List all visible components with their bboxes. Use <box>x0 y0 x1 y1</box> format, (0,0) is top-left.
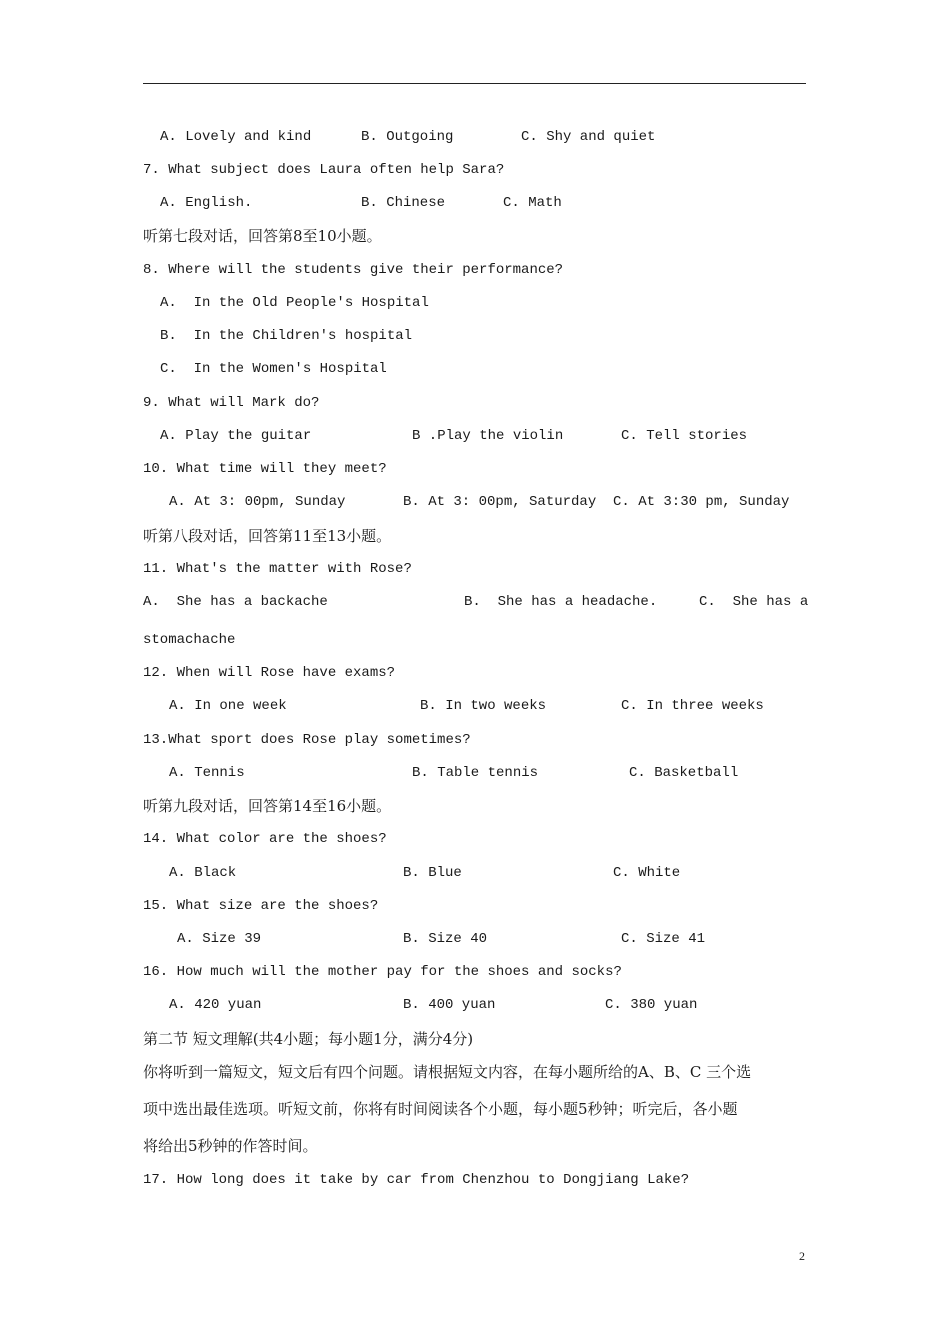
q12-question: 12. When will Rose have exams? <box>143 665 396 681</box>
section2-instruction-line: 你将听到一篇短文，短文后有四个问题。请根据短文内容，在每小题所给的A、B、C 三个选 <box>143 1063 752 1081</box>
q6-option-a: A. Lovely and kind <box>160 129 312 145</box>
q14-question: 14. What color are the shoes? <box>143 831 387 847</box>
q14-option-c: C. White <box>613 865 681 881</box>
dialog8-instruction: 听第八段对话，回答第11至13小题。 <box>143 527 392 545</box>
q10-option-a: A. At 3: 00pm, Sunday <box>169 494 346 510</box>
q15-option-c: C. Size 41 <box>621 931 706 947</box>
q13-option-c: C. Basketball <box>629 765 739 781</box>
q8-option-c: C. In the Women's Hospital <box>160 361 387 377</box>
q12-option-c: C. In three weeks <box>621 698 764 714</box>
q12-option-a: A. In one week <box>169 698 287 714</box>
q9-question: 9. What will Mark do? <box>143 395 320 411</box>
q7-option-b: B. Chinese <box>361 195 446 211</box>
q11-option-c-wrap: stomachache <box>143 632 236 648</box>
q11-question: 11. What's the matter with Rose? <box>143 561 412 577</box>
q15-question: 15. What size are the shoes? <box>143 898 379 914</box>
q10-option-b: B. At 3: 00pm, Saturday <box>403 494 597 510</box>
q13-option-a: A. Tennis <box>169 765 245 781</box>
q8-option-b: B. In the Children's hospital <box>160 328 413 344</box>
q16-question: 16. How much will the mother pay for the shoes and socks? <box>143 964 622 980</box>
q10-question: 10. What time will they meet? <box>143 461 387 477</box>
q6-option-c: C. Shy and quiet <box>521 129 656 145</box>
dialog9-instruction: 听第九段对话，回答第14至16小题。 <box>143 797 392 815</box>
q13-option-b: B. Table tennis <box>412 765 539 781</box>
page-number: 2 <box>799 1249 805 1263</box>
section2-title: 第二节 短文理解(共4小题；每小题1分，满分4分) <box>143 1030 474 1048</box>
q11-option-c: C. She has a <box>699 594 809 610</box>
q6-option-b: B. Outgoing <box>361 129 454 145</box>
section2-instruction-line: 将给出5秒钟的作答时间。 <box>143 1137 318 1155</box>
q7-option-a: A. English. <box>160 195 253 211</box>
header-rule <box>143 83 806 84</box>
dialog7-instruction: 听第七段对话，回答第8至10小题。 <box>143 227 382 245</box>
q15-option-b: B. Size 40 <box>403 931 488 947</box>
q9-option-c: C. Tell stories <box>621 428 748 444</box>
q11-option-b: B. She has a headache. <box>464 594 658 610</box>
q8-option-a: A. In the Old People's Hospital <box>160 295 429 311</box>
q16-option-a: A. 420 yuan <box>169 997 262 1013</box>
q14-option-a: A. Black <box>169 865 237 881</box>
q7-option-c: C. Math <box>503 195 562 211</box>
q17-question: 17. How long does it take by car from Chenzhou to Dongjiang Lake? <box>143 1172 690 1188</box>
q16-option-b: B. 400 yuan <box>403 997 496 1013</box>
q14-option-b: B. Blue <box>403 865 462 881</box>
q8-question: 8. Where will the students give their performance? <box>143 262 564 278</box>
section2-instruction-line: 项中选出最佳选项。听短文前，你将有时间阅读各个小题，每小题5秒钟；听完后，各小题 <box>143 1100 738 1118</box>
q15-option-a: A. Size 39 <box>177 931 262 947</box>
q11-option-a: A. She has a backache <box>143 594 328 610</box>
q13-question: 13.What sport does Rose play sometimes? <box>143 732 471 748</box>
q10-option-c: C. At 3:30 pm, Sunday <box>613 494 790 510</box>
q12-option-b: B. In two weeks <box>420 698 547 714</box>
q9-option-a: A. Play the guitar <box>160 428 312 444</box>
q7-question: 7. What subject does Laura often help Sara? <box>143 162 505 178</box>
q9-option-b: B .Play the violin <box>412 428 564 444</box>
q16-option-c: C. 380 yuan <box>605 997 698 1013</box>
